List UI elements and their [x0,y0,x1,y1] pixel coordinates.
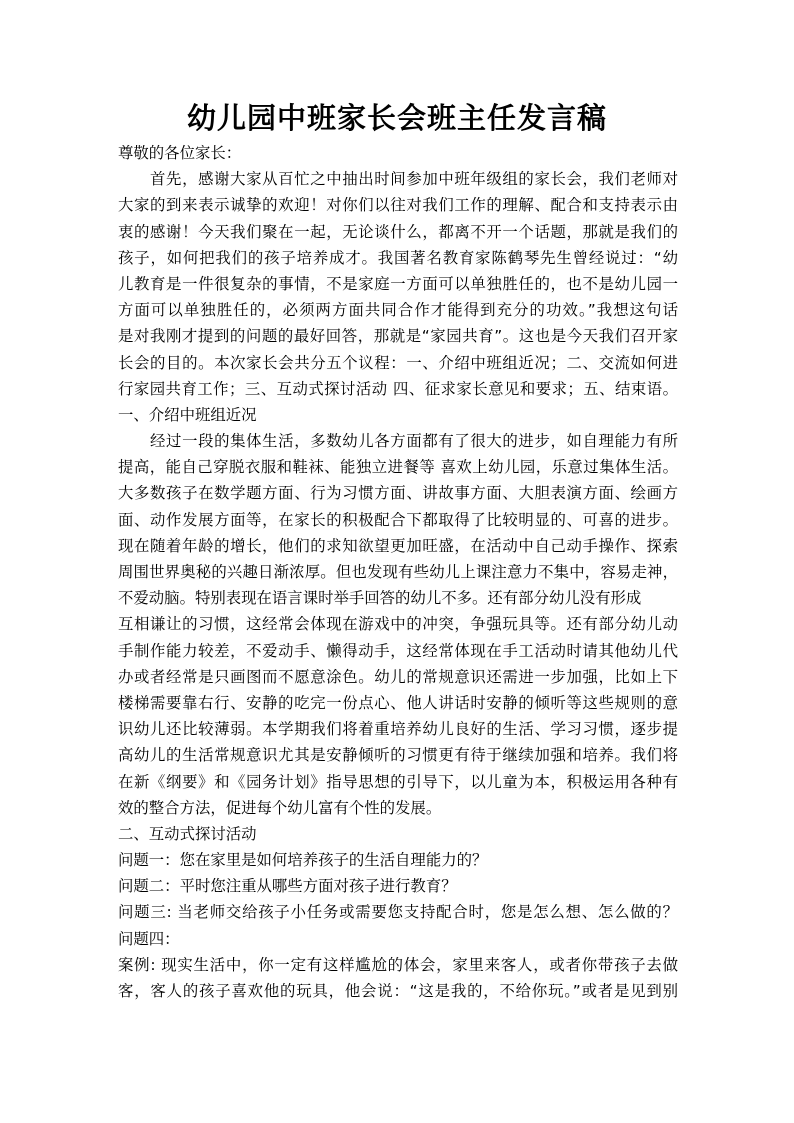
paragraph-line: 识幼儿还比较薄弱。本学期我们将着重培养幼儿良好的生活、学习习惯，逐步提 [118,720,678,739]
section-heading: 一、介绍中班组近况 [118,405,257,424]
paragraph-line: 在新《纲要》和《园务计划》指导思想的引导下，以儿童为本，积极运用各种有 [118,772,678,791]
paragraph-line: 大家的到来表示诚挚的欢迎！对你们以往对我们工作的理解、配合和支持表示由 [118,196,678,215]
paragraph-line: 长会的目的。本次家长会共分五个议程：一、介绍中班组近况；二、交流如何进 [118,353,678,372]
paragraph-line: 周围世界奥秘的兴趣日渐浓厚。但也发现有些幼儿上课注意力不集中，容易走神， [118,563,678,581]
question-line: 问题三: 当老师交给孩子小任务或需要您支持配合时，您是怎么想、怎么做的？ [118,903,678,922]
paragraph-line: 是对我刚才提到的问题的最好回答，那就是“家园共育”。这也是今天我们召开家 [118,327,678,346]
question-line: 问题一：您在家里是如何培养孩子的生活自理能力的？ [118,851,488,870]
document-body [118,140,678,1004]
paragraph-line: 方面可以单独胜任的，必须两方面共同合作才能得到充分的功效。”我想这句话 [118,301,678,320]
paragraph-line: 楼梯需要靠右行、安静的吃完一份点心、他人讲话时安静的倾听等这些规则的意 [118,693,678,712]
question-line: 问题四： [118,929,180,948]
paragraph-line: 高幼儿的生活常规意识尤其是安静倾听的习惯更有待于继续加强和培养。我们将 [118,746,678,765]
paragraph-line: 现在随着年龄的增长，他们的求知欲望更加旺盛，在活动中自己动手操作、探索 [118,536,678,555]
paragraph-line: 不爱动脑。特别表现在语言课时举手回答的幼儿不多。还有部分幼儿没有形成 [118,589,642,608]
paragraph-line: 大多数孩子在数学题方面、行为习惯方面、讲故事方面、大胆表演方面、绘画方 [118,484,678,503]
case-line: 客，客人的孩子喜欢他的玩具，他会说：“这是我的，不给你玩。”或者是见到别 [118,982,678,1000]
paragraph-line: 办或者经常是只画图而不愿意涂色。幼儿的常规意识还需进一步加强，比如上下 [118,667,678,686]
paragraph-line: 手制作能力较差，不爱动手、懒得动手，这经常体现在手工活动时请其他幼儿代 [118,641,678,660]
question-line: 问题二：平时您注重从哪些方面对孩子进行教育？ [118,877,457,896]
case-line: 案例: 现实生活中，你一定有这样尴尬的体会，家里来客人，或者你带孩子去做 [118,955,678,974]
paragraph-line: 行家园共育工作；三、互动式探讨活动 四、征求家长意见和要求；五、结束语。 [118,379,678,398]
document-title: 幼儿园中班家长会班主任发言稿 [186,101,607,135]
paragraph-line: 孩子，如何把我们的孩子培养成才。我国著名教育家陈鹤琴先生曾经说过：“幼 [118,248,678,267]
paragraph-line: 儿教育是一件很复杂的事情，不是家庭一方面可以单独胜任的，也不是幼儿园一 [118,274,678,293]
paragraph-line: 效的整合方法，促进每个幼儿富有个性的发展。 [118,798,442,817]
section-heading: 二、互动式探讨活动 [118,824,257,843]
paragraph-line: 互相谦让的习惯，这经常会体现在游戏中的冲突，争强玩具等。还有部分幼儿动 [118,615,678,634]
paragraph-line: 首先，感谢大家从百忙之中抽出时间参加中班年级组的家长会，我们老师对 [118,170,678,189]
paragraph-line: 提高，能自己穿脱衣服和鞋袜、能独立进餐等 喜欢上幼儿园，乐意过集体生活。 [118,458,678,477]
paragraph-line: 面、动作发展方面等，在家长的积极配合下都取得了比较明显的、可喜的进步。 [118,510,678,529]
paragraph-line: 衷的感谢！今天我们聚在一起，无论谈什么，都离不开一个话题，那就是我们的 [118,222,678,241]
salutation-line: 尊敬的各位家长： [118,144,242,162]
paragraph-line: 经过一段的集体生活，多数幼儿各方面都有了很大的进步，如自理能力有所 [118,432,678,451]
